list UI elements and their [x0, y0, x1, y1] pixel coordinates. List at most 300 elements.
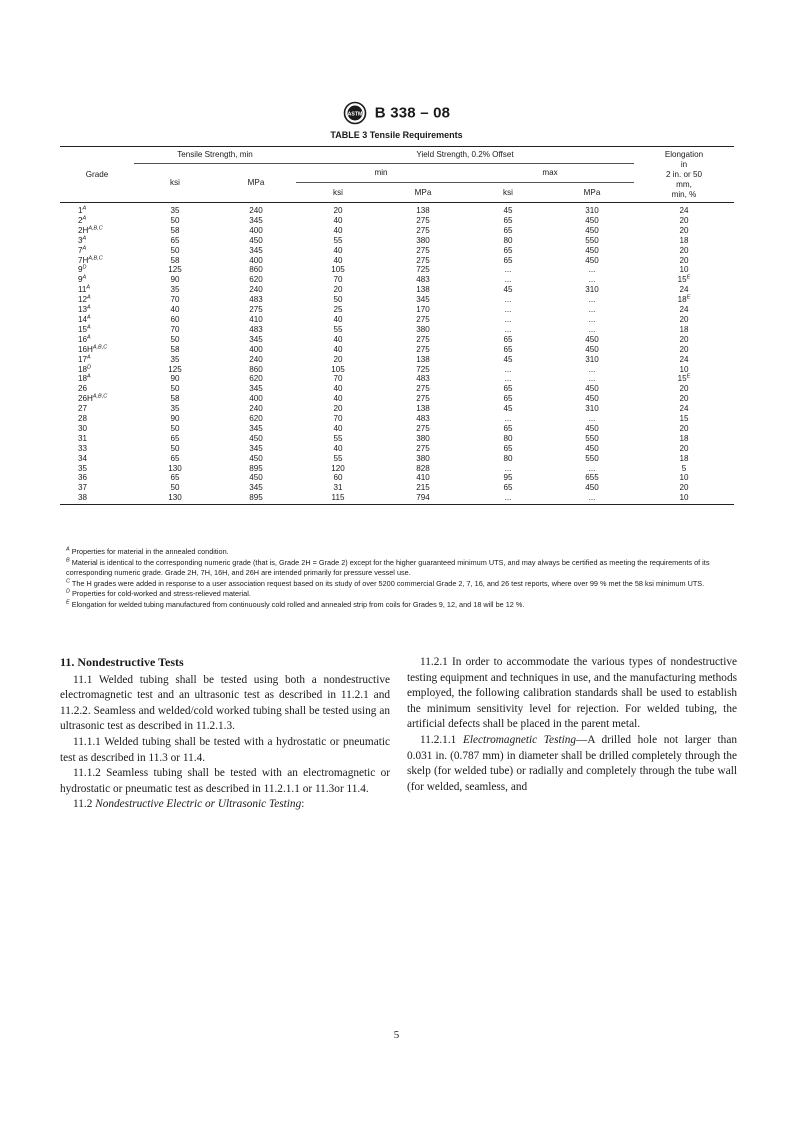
value-cell: 65: [503, 255, 513, 265]
value-cell: 40: [333, 423, 343, 433]
value-cell: 275: [416, 394, 430, 404]
value-cell: 310: [585, 206, 599, 215]
table-row: [60, 295, 734, 305]
value-cell: ...: [588, 314, 596, 324]
value-cell: 828: [416, 463, 430, 473]
value-cell: 380: [416, 433, 430, 443]
value-cell: 345: [249, 384, 263, 394]
paragraph-11-1-2: 11.1.2 Seamless tubing shall be tested with an electromagnetic or hydrostatic or pneumatic test as described in 11.2.1.1 or 11.3or 11.4.: [60, 767, 390, 795]
value-cell: ...: [504, 414, 512, 424]
elongation-cell: 10: [679, 265, 689, 275]
elongation-cell: $15^E$: [677, 274, 691, 285]
value-cell: 55: [333, 324, 343, 334]
value-cell: 58: [170, 344, 180, 354]
grade-cell: $18^A$: [78, 373, 91, 384]
value-cell: 35: [170, 404, 180, 414]
value-cell: 275: [416, 344, 430, 354]
value-cell: 65: [503, 334, 513, 344]
grade-cell: $12^A$: [78, 294, 91, 305]
table-row: [60, 305, 734, 315]
value-cell: 55: [333, 235, 343, 245]
yield-min-mpa-header: MPa: [380, 183, 466, 203]
value-cell: 345: [249, 423, 263, 433]
value-cell: 20: [333, 285, 343, 295]
value-cell: 400: [249, 255, 263, 265]
table-footnotes: [60, 547, 736, 611]
value-cell: 80: [503, 453, 513, 463]
value-cell: 65: [503, 245, 513, 255]
value-cell: 40: [333, 443, 343, 453]
value-cell: 345: [416, 295, 430, 305]
elongation-cell: $15^E$: [677, 373, 691, 384]
paragraph-11-1-1: 11.1.1 Welded tubing shall be tested with a hydrostatic or pneumatic test as described in 11.3 or 11.4.: [60, 735, 390, 764]
value-cell: 65: [503, 225, 513, 235]
table-row: [60, 473, 734, 483]
grade-cell: $18^D$: [78, 363, 91, 374]
grade-header: Grade: [60, 147, 134, 203]
elongation-cell: 20: [679, 334, 689, 344]
value-cell: 450: [585, 443, 599, 453]
grade-cell: $17^A$: [78, 353, 91, 364]
value-cell: 60: [333, 473, 343, 483]
grade-cell: $2H^{A,B,C}$: [78, 225, 103, 235]
value-cell: 58: [170, 255, 180, 265]
astm-logo-icon: [343, 101, 367, 125]
value-cell: 45: [503, 404, 513, 414]
table-row: [60, 203, 734, 216]
value-cell: ...: [504, 314, 512, 324]
elongation-cell: 20: [679, 423, 689, 433]
value-cell: 550: [585, 433, 599, 443]
elongation-cell: $18^E$: [677, 294, 691, 305]
yield-min-header: min: [296, 164, 466, 183]
value-cell: 70: [170, 295, 180, 305]
value-cell: 55: [333, 433, 343, 443]
table-row: [60, 414, 734, 424]
value-cell: 50: [170, 443, 180, 453]
paragraph-11-2-1-1: 11.2.1.1 Electromagnetic Testing—A drilled hole not larger than 0.031 in. (0.787 mm) in diameter shall be drilled completely through the skelp (for welded tube) or radially and completely through the tube wall (for welded, seamless, and: [407, 733, 737, 793]
table-row: [60, 246, 734, 256]
elongation-cell: 10: [679, 364, 689, 374]
page-header: [0, 101, 793, 125]
value-cell: 550: [585, 235, 599, 245]
value-cell: 40: [170, 305, 180, 315]
value-cell: 138: [416, 354, 430, 364]
value-cell: 80: [503, 235, 513, 245]
page-number: 5: [393, 1029, 400, 1041]
grade-cell: $15^A$: [78, 324, 91, 334]
value-cell: 50: [170, 245, 180, 255]
value-cell: 50: [170, 423, 180, 433]
svg-text:ASTM: ASTM: [347, 111, 363, 118]
value-cell: 895: [216, 493, 296, 504]
grade-cell: $11^A$: [78, 284, 91, 295]
value-cell: 450: [585, 225, 599, 235]
elongation-cell: 18: [679, 324, 689, 334]
value-cell: 40: [333, 245, 343, 255]
value-cell: 450: [585, 394, 599, 404]
value-cell: 240: [249, 354, 263, 364]
value-cell: ...: [504, 265, 512, 275]
value-cell: 860: [249, 364, 263, 374]
paragraph-11-2: 11.2 Nondestructive Electric or Ultrasonic Testing:: [73, 798, 305, 811]
grade-cell: $1^A$: [78, 205, 87, 215]
table-row: [60, 483, 734, 493]
grade-cell: $14^A$: [78, 314, 91, 324]
value-cell: 450: [585, 334, 599, 344]
value-cell: 90: [170, 275, 180, 285]
table-row: [60, 325, 734, 335]
value-cell: 483: [249, 324, 263, 334]
value-cell: 65: [503, 483, 513, 493]
value-cell: 20: [333, 206, 343, 215]
value-cell: 40: [333, 334, 343, 344]
value-cell: 275: [416, 255, 430, 265]
value-cell: 380: [416, 235, 430, 245]
tensile-strength-header: Tensile Strength, min: [134, 147, 296, 164]
table-row: [60, 216, 734, 226]
value-cell: 80: [503, 433, 513, 443]
value-cell: 65: [503, 215, 513, 225]
value-cell: 25: [333, 305, 343, 315]
value-cell: 410: [249, 314, 263, 324]
value-cell: 240: [249, 285, 263, 295]
value-cell: 450: [585, 255, 599, 265]
value-cell: 45: [503, 354, 513, 364]
yield-min-ksi-header: ksi: [296, 183, 380, 203]
value-cell: 95: [503, 473, 513, 483]
value-cell: ...: [588, 265, 596, 275]
value-cell: 400: [249, 225, 263, 235]
table-row: [60, 493, 734, 504]
grade-cell: $9^A$: [78, 274, 87, 285]
table-row: [60, 464, 734, 474]
value-cell: 400: [249, 394, 263, 404]
grade-cell: 37: [78, 483, 88, 493]
grade-cell: 36: [78, 473, 88, 483]
value-cell: 410: [416, 473, 430, 483]
value-cell: ...: [588, 275, 596, 285]
value-cell: 483: [416, 374, 430, 384]
value-cell: 275: [416, 443, 430, 453]
value-cell: ...: [588, 305, 596, 315]
value-cell: 45: [503, 206, 513, 215]
elongation-cell: 20: [679, 384, 689, 394]
value-cell: 138: [416, 285, 430, 295]
elongation-cell: 20: [679, 314, 689, 324]
value-cell: 70: [170, 324, 180, 334]
value-cell: ...: [588, 324, 596, 334]
grade-cell: $16H^{A,B,C}$: [78, 344, 108, 354]
value-cell: ...: [504, 275, 512, 285]
value-cell: ...: [504, 295, 512, 305]
table-row: [60, 285, 734, 295]
value-cell: 65: [503, 394, 513, 404]
table-row: [60, 404, 734, 414]
elongation-cell: 15: [679, 414, 689, 424]
value-cell: 345: [249, 245, 263, 255]
tensile-requirements-table: [60, 146, 734, 505]
table-row: [60, 365, 734, 375]
value-cell: 620: [249, 414, 263, 424]
value-cell: 40: [333, 394, 343, 404]
elongation-cell: 20: [679, 255, 689, 265]
value-cell: 275: [416, 225, 430, 235]
grade-cell: $26H^{A,B,C}$: [78, 393, 108, 404]
value-cell: 50: [170, 483, 180, 493]
value-cell: 90: [170, 374, 180, 384]
value-cell: 450: [585, 384, 599, 394]
value-cell: 65: [503, 423, 513, 433]
table-row: [60, 444, 734, 454]
value-cell: ...: [588, 414, 596, 424]
value-cell: 725: [416, 265, 430, 275]
paragraph-11-2-1: 11.2.1 In order to accommodate the various types of nondestructive testing equipment and techniques in use, and the manufacturing methods employed, the following calibration standards shall be used to establish the minimum sensitivity level for rejection. For welded tubing, the artificial defects shall be placed in the parent metal.: [407, 656, 737, 731]
grade-cell: $9^D$: [78, 264, 87, 275]
value-cell: 450: [249, 235, 263, 245]
elongation-cell: 18: [679, 433, 689, 443]
value-cell: 345: [249, 334, 263, 344]
value-cell: 40: [333, 215, 343, 225]
value-cell: 70: [333, 374, 343, 384]
table-row: [60, 236, 734, 246]
value-cell: 40: [333, 314, 343, 324]
value-cell: 620: [249, 374, 263, 384]
grade-cell: $16^A$: [78, 334, 91, 344]
value-cell: 35: [170, 206, 180, 215]
value-cell: 483: [249, 295, 263, 305]
value-cell: 115: [296, 493, 380, 504]
value-cell: 40: [333, 225, 343, 235]
elongation-cell: 20: [679, 443, 689, 453]
value-cell: ...: [466, 493, 550, 504]
value-cell: 50: [333, 295, 343, 305]
grade-cell: 33: [78, 443, 88, 453]
elongation-cell: 5: [681, 463, 687, 473]
table-row: [60, 394, 734, 404]
value-cell: 65: [503, 344, 513, 354]
yield-max-header: max: [466, 164, 634, 183]
value-cell: 794: [380, 493, 466, 504]
value-cell: 40: [333, 344, 343, 354]
value-cell: 65: [503, 384, 513, 394]
right-column: [407, 655, 737, 795]
table-row: [60, 226, 734, 236]
grade-cell: $7^A$: [78, 244, 87, 255]
value-cell: ...: [588, 374, 596, 384]
elongation-header: Elongation in 2 in. or 50 mm, min, %: [634, 147, 734, 203]
value-cell: 380: [416, 324, 430, 334]
value-cell: 58: [170, 394, 180, 404]
value-cell: 620: [249, 275, 263, 285]
table-row: [60, 275, 734, 285]
value-cell: 130: [168, 463, 182, 473]
value-cell: 215: [416, 483, 430, 493]
paragraph-11-1: 11.1 Welded tubing shall be tested using both a nondestructive electromagnetic test and an ultrasonic test as described in 11.2.1 and 11.2.2. Seamless and welded/cold worked tubing shall be tested using an ultrasonic test as described in 11.2.1.3.: [60, 673, 390, 733]
table-row: [60, 454, 734, 464]
value-cell: 550: [585, 453, 599, 463]
table-title: TABLE 3 Tensile Requirements: [330, 130, 463, 140]
value-cell: ...: [588, 364, 596, 374]
value-cell: ...: [588, 463, 596, 473]
elongation-cell: 18: [679, 235, 689, 245]
value-cell: 50: [170, 334, 180, 344]
yield-strength-header: Yield Strength, 0.2% Offset: [296, 147, 634, 164]
value-cell: 345: [249, 215, 263, 225]
value-cell: 170: [416, 305, 430, 315]
grade-cell: 31: [78, 433, 88, 443]
elongation-cell: 20: [679, 394, 689, 404]
value-cell: 70: [333, 414, 343, 424]
value-cell: 31: [333, 483, 343, 493]
value-cell: 450: [249, 433, 263, 443]
value-cell: 105: [331, 364, 345, 374]
value-cell: ...: [504, 364, 512, 374]
value-cell: 655: [585, 473, 599, 483]
value-cell: 240: [249, 206, 263, 215]
value-cell: 50: [170, 215, 180, 225]
elongation-cell: 20: [679, 215, 689, 225]
elongation-cell: 24: [679, 305, 689, 315]
section-title: 11. Nondestructive Tests: [60, 655, 184, 669]
grade-cell: $7H^{A,B,C}$: [78, 254, 103, 265]
value-cell: 65: [503, 443, 513, 453]
value-cell: 860: [249, 265, 263, 275]
value-cell: 345: [249, 483, 263, 493]
value-cell: 310: [585, 354, 599, 364]
value-cell: 45: [503, 285, 513, 295]
value-cell: 105: [331, 265, 345, 275]
value-cell: 20: [333, 354, 343, 364]
value-cell: 65: [170, 235, 180, 245]
value-cell: 138: [416, 206, 430, 215]
elongation-cell: 10: [679, 473, 689, 483]
grade-cell: $13^A$: [78, 304, 91, 315]
value-cell: 450: [585, 215, 599, 225]
table-body: [60, 203, 734, 505]
table-row: [60, 335, 734, 345]
elongation-cell: 24: [679, 206, 689, 215]
grade-cell: 30: [78, 423, 88, 433]
value-cell: 40: [333, 384, 343, 394]
table-row: [60, 374, 734, 384]
value-cell: 275: [416, 215, 430, 225]
table-row: [60, 315, 734, 325]
value-cell: 20: [333, 404, 343, 414]
elongation-cell: 10: [634, 493, 734, 504]
value-cell: 450: [585, 245, 599, 255]
value-cell: ...: [504, 463, 512, 473]
value-cell: 275: [249, 305, 263, 315]
elongation-cell: 24: [679, 285, 689, 295]
table-row: [60, 384, 734, 394]
value-cell: 40: [333, 255, 343, 265]
yield-max-ksi-header: ksi: [466, 183, 550, 203]
grade-cell: $2^A$: [78, 215, 87, 225]
table-row: [60, 355, 734, 365]
value-cell: 345: [249, 443, 263, 453]
footnote: $^D$ Properties for cold-worked and stress-relieved material.: [66, 588, 251, 599]
value-cell: 240: [249, 404, 263, 414]
table-row: [60, 256, 734, 266]
value-cell: 275: [416, 334, 430, 344]
value-cell: 310: [585, 404, 599, 414]
value-cell: 450: [585, 344, 599, 354]
value-cell: 130: [134, 493, 216, 504]
grade-cell: 34: [78, 453, 88, 463]
value-cell: 58: [170, 225, 180, 235]
value-cell: 380: [416, 453, 430, 463]
elongation-cell: 24: [679, 354, 689, 364]
value-cell: 125: [168, 265, 182, 275]
elongation-cell: 20: [679, 483, 689, 493]
value-cell: 55: [333, 453, 343, 463]
value-cell: 35: [170, 285, 180, 295]
value-cell: 400: [249, 344, 263, 354]
grade-cell: 38: [60, 493, 134, 504]
value-cell: 483: [416, 414, 430, 424]
footnote: $^B$ Material is identical to the corresponding numeric grade (that is, Grade 2H = Grade 2) except for the higher guaranteed minimum UTS, and may always be certified as meeting the requirements of its corresponding numeric grade. Grade 2H, 7H, 16H, and 26H are intended primarily for pressure vessel use.: [66, 557, 710, 578]
value-cell: 125: [168, 364, 182, 374]
grade-cell: 35: [78, 463, 88, 473]
value-cell: 895: [249, 463, 263, 473]
footnote: $^A$ Properties for material in the annealed condition.: [66, 546, 229, 556]
left-column: [60, 655, 390, 813]
value-cell: ...: [504, 305, 512, 315]
grade-cell: 27: [78, 404, 88, 414]
value-cell: 60: [170, 314, 180, 324]
value-cell: 310: [585, 285, 599, 295]
value-cell: 275: [416, 245, 430, 255]
table-row: [60, 345, 734, 355]
value-cell: 120: [331, 463, 345, 473]
value-cell: ...: [588, 295, 596, 305]
value-cell: 275: [416, 314, 430, 324]
value-cell: 35: [170, 354, 180, 364]
elongation-cell: 20: [679, 344, 689, 354]
table-row: [60, 424, 734, 434]
value-cell: 275: [416, 423, 430, 433]
grade-cell: 28: [78, 414, 88, 424]
elongation-cell: 20: [679, 245, 689, 255]
value-cell: 90: [170, 414, 180, 424]
value-cell: 483: [416, 275, 430, 285]
grade-cell: 26: [78, 384, 88, 394]
value-cell: 65: [170, 453, 180, 463]
value-cell: ...: [504, 374, 512, 384]
value-cell: 725: [416, 364, 430, 374]
document-id: B 338 – 08: [374, 104, 451, 122]
tensile-mpa-header: MPa: [216, 164, 296, 203]
value-cell: 70: [333, 275, 343, 285]
footnote: $^E$ Elongation for welded tubing manufactured from continuously cold rolled and annealed strip from coils for Grades 9, 12, and 18 will be 12 %.: [66, 599, 525, 609]
value-cell: 450: [249, 473, 263, 483]
value-cell: 450: [585, 423, 599, 433]
value-cell: 275: [416, 384, 430, 394]
value-cell: 65: [170, 433, 180, 443]
value-cell: 138: [416, 404, 430, 414]
value-cell: ...: [550, 493, 634, 504]
yield-max-mpa-header: MPa: [550, 183, 634, 203]
value-cell: ...: [504, 324, 512, 334]
table-row: [60, 434, 734, 444]
footnote: $^C$ The H grades were added in response to a user association request based on its study of over 5200 commercial Grade 2, 7, 16, and 26 test reports, where over 99 % met the 58 ksi minimum UTS.: [66, 578, 705, 588]
value-cell: 50: [170, 384, 180, 394]
value-cell: 65: [170, 473, 180, 483]
tensile-ksi-header: ksi: [134, 164, 216, 203]
grade-cell: $3^A$: [78, 235, 87, 245]
value-cell: 450: [585, 483, 599, 493]
